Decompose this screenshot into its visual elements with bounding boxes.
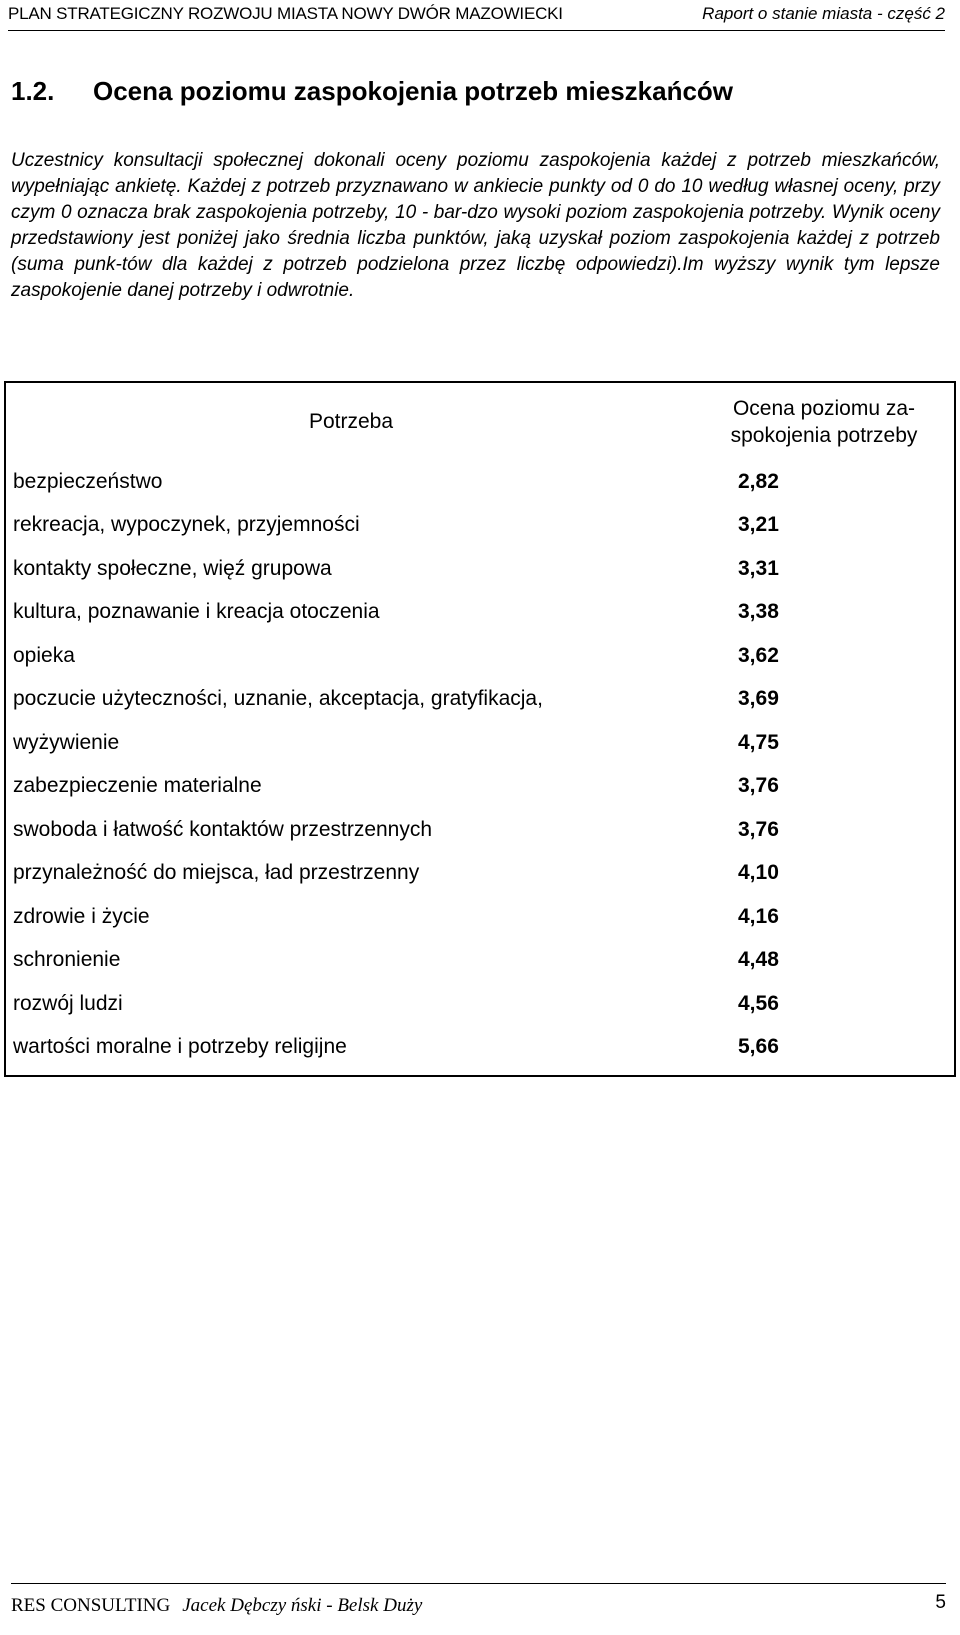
table-row [5,504,955,548]
needs-table [4,381,956,1077]
column-header-score-line2: spokojenia potrzeby [730,423,918,447]
column-header-score [676,382,955,460]
score-cell: 3,21 [738,513,779,537]
table-row [5,678,955,722]
need-cell: kultura, poznawanie i kreacja otoczenia [13,600,380,624]
need-cell: opieka [13,643,75,667]
score-cell: 2,82 [738,469,779,493]
need-cell: zabezpieczenie materialne [13,774,262,798]
score-cell: 3,69 [738,687,779,711]
footer-company: RES CONSULTING [11,1595,171,1616]
table-row [5,939,955,983]
table-row [5,460,955,504]
table-row [5,721,955,765]
page-number: 5 [935,1592,946,1613]
score-cell: 3,38 [738,600,779,624]
need-cell: wyżywienie [13,730,120,754]
page-header [8,0,945,31]
table-row [5,852,955,896]
score-cell: 4,10 [738,861,779,885]
need-cell: rozwój ludzi [13,991,123,1015]
column-header-need: Potrzeba [308,409,394,433]
table-row [5,808,955,852]
footer-credit [11,1595,422,1617]
score-cell: 3,62 [738,643,779,667]
table-row [5,547,955,591]
need-cell: poczucie użyteczności, uznanie, akceptacja, gratyfikacja, [13,687,543,711]
need-cell: rekreacja, wypoczynek, przyjemności [13,513,360,537]
score-cell: 3,31 [738,556,779,580]
need-cell: schronienie [13,948,121,972]
score-cell: 3,76 [738,817,779,841]
intro-paragraph: Uczestnicy konsultacji społecznej dokonali oceny poziomu zaspokojenia każdej z potrzeb mieszkańców, wypełniając ankietę. Każdej z potrzeb przyznawano w ankiecie punkty od 0 do 10 według własnej oceny, przy czym 0 oznacza brak zaspokojenia potrzeby, 10 - bar-dzo wysoki poziom zaspokojenia potrzeby. Wynik oceny przedstawiony jest poniżej jako średnia liczba punktów, jaką uzyskał poziom zaspokojenia każdej z potrzeb (suma punk-tów dla każdej z potrzeb podzielona przez liczbę odpowiedzi).Im wyższy wynik tym lepsze zaspokojenie danej potrzeby i odwrotnie. [11,150,940,301]
header-report-part: Raport o stanie miasta - część 2 [702,4,945,23]
section-heading [11,76,733,107]
table-body [5,460,955,1076]
header-document-title: PLAN STRATEGICZNY ROZWOJU MIASTA NOWY DWÓR MAZOWIECKI [8,4,563,23]
need-cell: przynależność do miejsca, ład przestrzenny [13,861,420,885]
table-row [5,591,955,635]
score-cell: 5,66 [738,1035,779,1059]
table-row [5,982,955,1026]
score-cell: 4,56 [738,991,779,1015]
score-cell: 4,48 [738,948,779,972]
need-cell: bezpieczeństwo [13,469,163,493]
score-cell: 4,75 [738,730,779,754]
score-cell: 3,76 [738,774,779,798]
table-row [5,634,955,678]
need-cell: wartości moralne i potrzeby religijne [13,1035,347,1059]
table-row [5,1026,955,1077]
table-row [5,895,955,939]
need-cell: zdrowie i życie [13,904,150,928]
table-row [5,765,955,809]
section-title: Ocena poziomu zaspokojenia potrzeb mieszkańców [93,76,734,106]
score-cell: 4,16 [738,904,779,928]
page-footer [11,1583,946,1624]
need-cell: swoboda i łatwość kontaktów przestrzennych [13,817,433,841]
section-number: 1.2. [11,76,55,106]
table-header-row [5,382,955,460]
need-cell: kontakty społeczne, więź grupowa [13,556,332,580]
footer-author: Jacek Dębczy ński - Belsk Duży [182,1595,423,1616]
column-header-score-line1: Ocena poziomu za- [732,396,916,420]
